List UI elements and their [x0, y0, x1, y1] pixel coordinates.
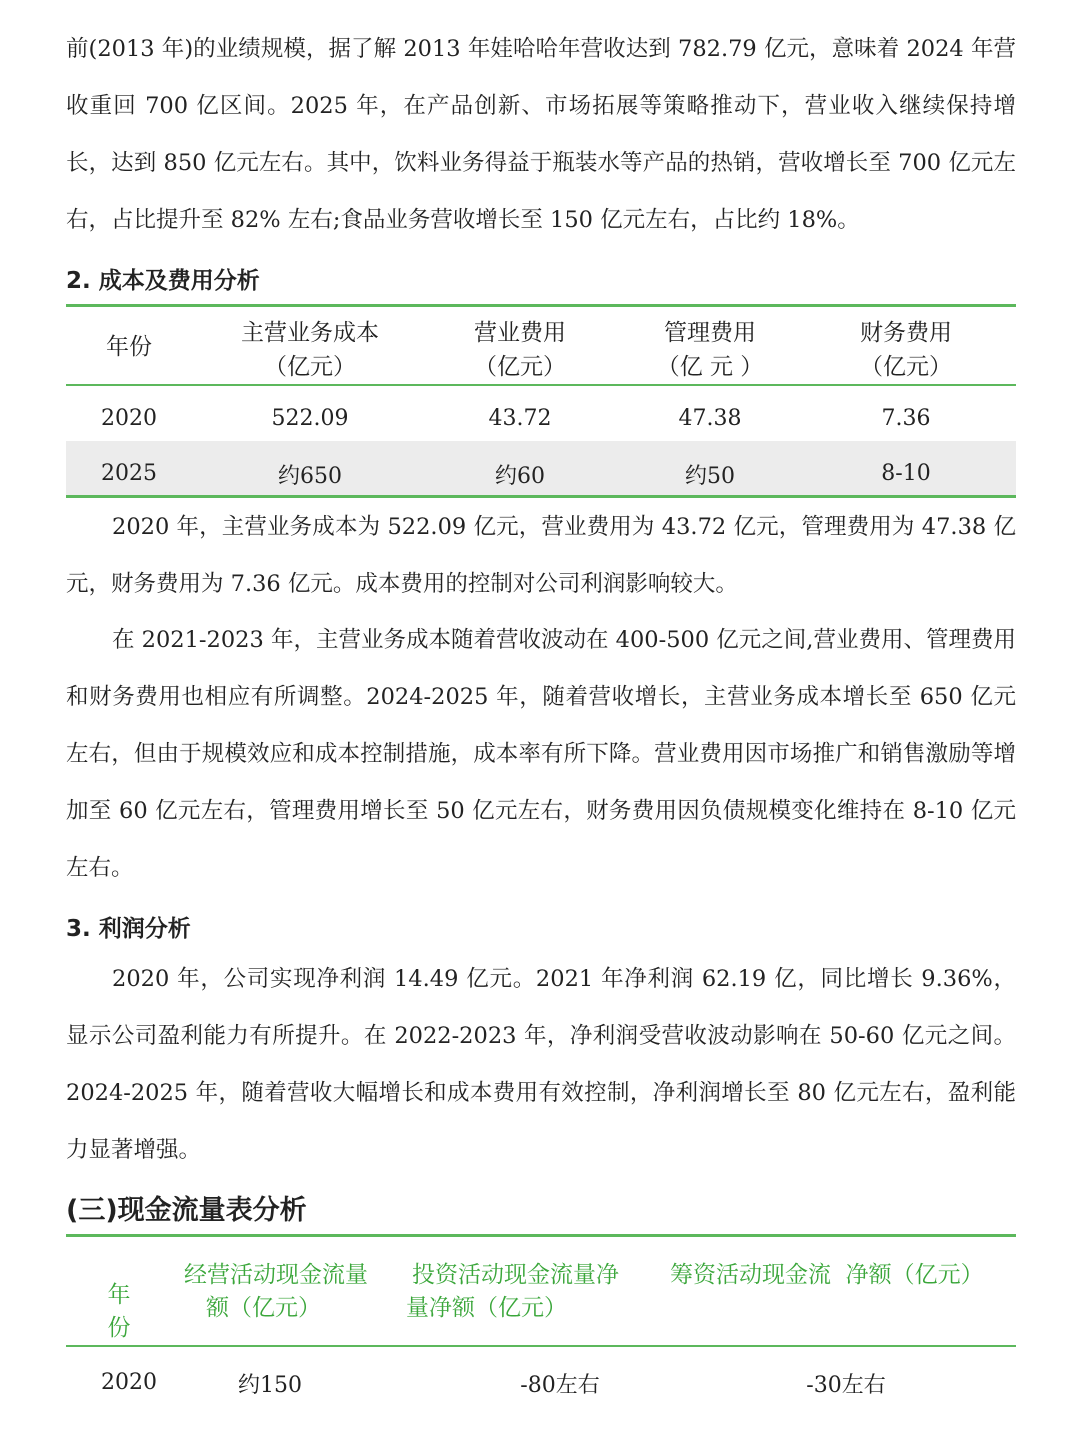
cell-sales-expense: 约60: [495, 464, 545, 489]
col-header-investing-cashflow: 投资活动现金流量净 量净额（亿元）: [406, 1262, 619, 1321]
paragraph-profit: 2020 年，公司实现净利润 14.49 亿元。2021 年净利润 62.19 亿，同比增长 9.36%，显示公司盈利能力有所提升。在 2022-2023 年，净利润受营收波动影响在 50-60 亿元之间。2024-2025 年，随着营收大幅增长和成本费用有效控制，净利润增长至 80 亿元左右，盈利能力显著增强。: [66, 966, 1016, 1163]
table-header-rule: [66, 384, 1016, 386]
section-heading-cost: 2. 成本及费用分析: [66, 268, 260, 294]
paragraph-cost-trend: 在 2021-2023 年，主营业务成本随着营收波动在 400-500 亿元之间,营业费用、管理费用和财务费用也相应有所调整。2024-2025 年，随着营收增长，主营业务成本增长至 650 亿元左右，但由于规模效应和成本控制措施，成本率有所下降。营业费用因市场推广和销售激励等增加至 60 亿元左右，管理费用增长至 50 亿元左右，财务费用因负债规模变化维持在 8-10 亿元左右。: [66, 627, 1016, 881]
col-header-sales-expense: 营业费用 （亿元）: [474, 320, 566, 380]
paragraph-cost-2020: 2020 年，主营业务成本为 522.09 亿元，营业费用为 43.72 亿元，管理费用为 47.38 亿元，财务费用为 7.36 亿元。成本费用的控制对公司利润影响较大。: [66, 514, 1016, 597]
cell-sales-expense: 43.72: [488, 406, 552, 431]
section-heading-cashflow: (三)现金流量表分析: [66, 1195, 307, 1226]
cell-admin-expense: 约50: [685, 464, 735, 489]
cell-main-cost: 约650: [278, 464, 342, 489]
cell-finance-expense: 8-10: [881, 461, 931, 486]
cell-operating-cashflow: 约150: [238, 1373, 302, 1398]
col-header-operating-cashflow: 经营活动现金流量 额（亿元）: [184, 1262, 368, 1321]
paragraph-revenue: 前(2013 年)的业绩规模，据了解 2013 年娃哈哈年营收达到 782.79 亿元，意味着 2024 年营收重回 700 亿区间。2025 年，在产品创新、市场拓展等策略推动下，营业收入继续保持增长，达到 850 亿元左右。其中，饮料业务得益于瓶装水等产品的热销，营收增长至 700 亿元左右，占比提升至 82% 左右;食品业务营收增长至 150 亿元左右，占比约 18%。: [66, 36, 1016, 233]
cell-financing-cashflow: -30左右: [806, 1373, 886, 1398]
cell-finance-expense: 7.36: [881, 406, 931, 431]
col-header-finance-expense: 财务费用 （亿元）: [860, 320, 952, 380]
section-heading-profit: 3. 利润分析: [66, 916, 191, 942]
table-top-rule: [66, 1234, 1016, 1237]
cell-investing-cashflow: -80左右: [520, 1373, 600, 1398]
cell-year: 2025: [101, 461, 157, 486]
col-header-main-cost: 主营业务成本 （亿元）: [241, 320, 379, 380]
col-header-financing-cashflow: 筹资活动现金流 净额（亿元）: [670, 1262, 984, 1288]
col-header-year: 年 份: [107, 1282, 131, 1341]
table-header-rule: [66, 1345, 1016, 1347]
table-top-rule: [66, 304, 1016, 307]
col-header-year: 年份: [106, 334, 152, 360]
table-bottom-rule: [66, 495, 1016, 498]
cell-main-cost: 522.09: [271, 406, 349, 431]
col-header-admin-expense: 管理费用 （亿 元 ）: [656, 320, 764, 380]
cell-year: 2020: [101, 1370, 157, 1395]
cell-admin-expense: 47.38: [678, 406, 742, 431]
cell-year: 2020: [101, 406, 157, 431]
